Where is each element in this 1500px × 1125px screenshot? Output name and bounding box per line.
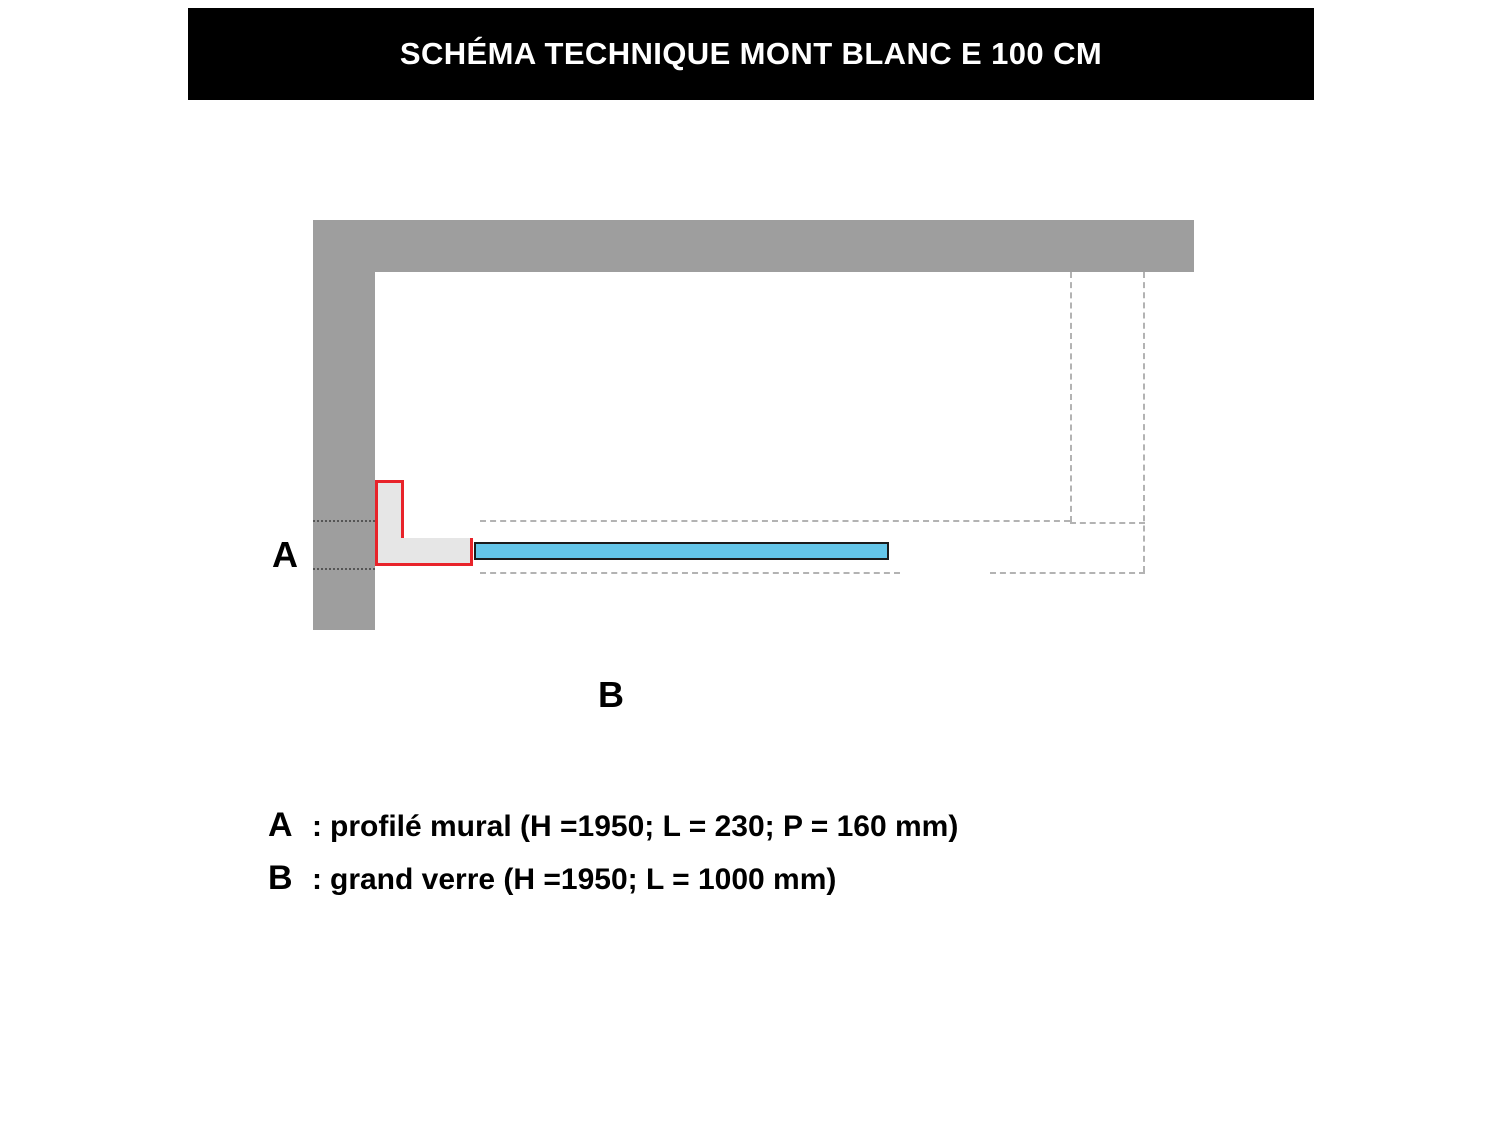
dashed-guide-vertical-inner [1070, 272, 1072, 522]
dashed-guide-vertical-outer [1143, 272, 1145, 572]
diagram-label-a: A [272, 534, 298, 575]
legend-item-a [268, 806, 1268, 845]
leader-line-a-top [313, 520, 375, 522]
leader-line-a-bottom [313, 568, 375, 570]
legend-item-b [268, 859, 1268, 898]
dashed-guide-horizontal-outer [990, 572, 1145, 574]
wall-top [313, 220, 1194, 272]
title-bar [188, 8, 1314, 100]
dashed-tray-line-top [480, 520, 1070, 522]
legend-text-a: profilé mural (H =1950; L = 230; P = 160 mm) [330, 810, 959, 843]
wall-profile-vertical [375, 480, 404, 540]
legend-key-a: A [268, 806, 293, 844]
legend [268, 806, 1268, 912]
legend-separator-b: : [312, 863, 322, 896]
legend-key-b: B [268, 859, 293, 897]
glass-panel [474, 542, 889, 560]
wall-profile-horizontal [375, 538, 473, 566]
technical-drawing [0, 110, 1500, 715]
legend-separator-a: : [312, 810, 322, 843]
diagram-label-b: B [598, 674, 624, 715]
dashed-guide-horizontal-inner [1070, 522, 1145, 524]
page-title: SCHÉMA TECHNIQUE MONT BLANC E 100 CM [399, 36, 1103, 71]
dashed-tray-line-bottom [480, 572, 900, 574]
legend-text-b: grand verre (H =1950; L = 1000 mm) [330, 863, 837, 896]
